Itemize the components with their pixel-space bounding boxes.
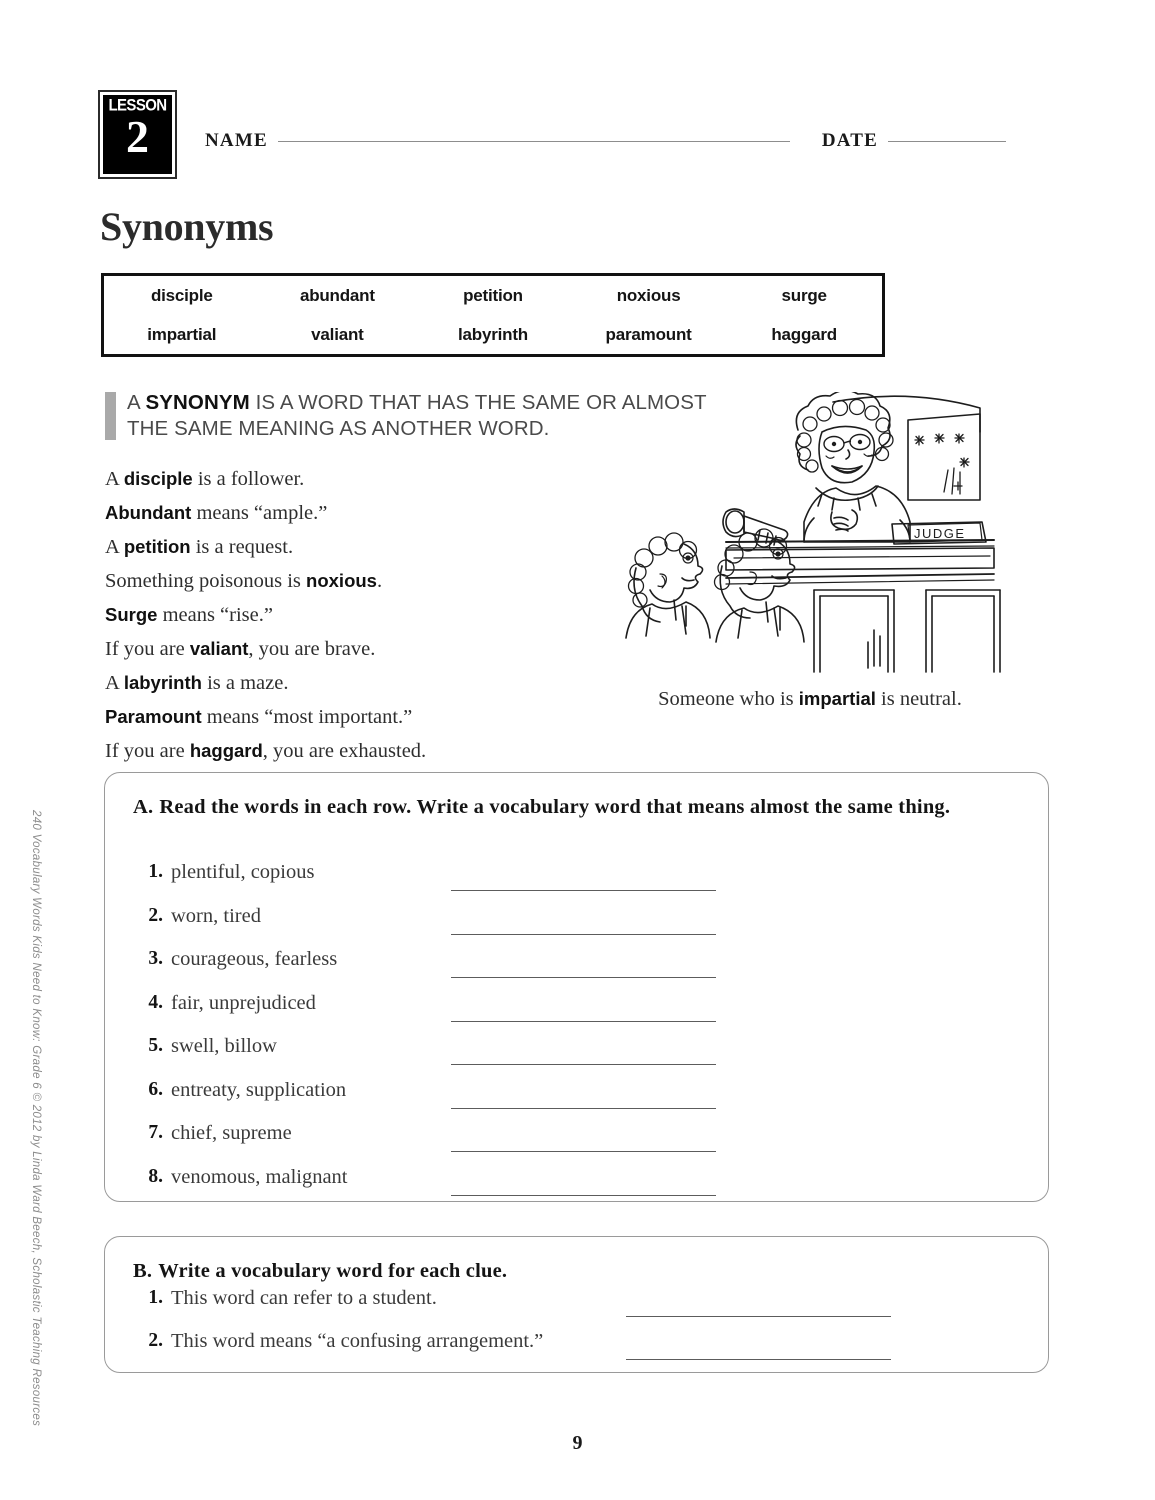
definition-post: , you are brave.: [248, 638, 376, 660]
item-number: 1.: [148, 861, 163, 882]
item-text: courageous, fearless: [171, 948, 338, 970]
exercise-b-instructions: Write a vocabulary word for each clue.: [158, 1260, 508, 1282]
definition-post: .: [376, 570, 383, 592]
answer-blank[interactable]: [626, 1358, 891, 1360]
definition-post: means “ample.”: [191, 502, 328, 524]
definition-item: [105, 496, 605, 530]
vocab-word: haggard: [189, 740, 263, 761]
definition-item: [105, 700, 605, 734]
word-bank-word: disciple: [150, 285, 213, 305]
item-number: 2.: [148, 904, 163, 926]
exercise-b-heading: [133, 1257, 993, 1285]
item-text: fair, unprejudiced: [171, 991, 316, 1014]
exercise-a-item: [139, 1035, 1019, 1079]
vocab-word: petition: [123, 536, 191, 557]
definition-item: [105, 632, 605, 666]
definition-pre: Something poisonous is: [105, 570, 307, 592]
answer-blank[interactable]: [451, 1107, 716, 1109]
exercise-b-letter: B.: [133, 1260, 153, 1282]
definition-pre: A: [105, 672, 124, 694]
caption-post: is neutral.: [875, 688, 962, 710]
vocab-word: Abundant: [105, 502, 192, 523]
answer-blank[interactable]: [451, 1063, 716, 1065]
item-number: 4.: [148, 991, 163, 1013]
item-text: worn, tired: [171, 904, 261, 927]
word-bank: [101, 273, 885, 357]
page-header: [100, 92, 1010, 182]
definition-pre: If you are: [105, 740, 190, 762]
exercise-a-items: [139, 861, 1019, 1209]
exercise-a: [104, 772, 1049, 1202]
vocab-word: labyrinth: [123, 672, 202, 693]
answer-blank[interactable]: [451, 1020, 716, 1022]
word-bank-word: abundant: [299, 285, 375, 305]
answer-blank[interactable]: [451, 976, 716, 978]
name-date-row: [205, 130, 1010, 152]
definition-pre: A: [105, 536, 124, 558]
exercise-b: [104, 1236, 1049, 1373]
exercise-a-item: [139, 1079, 1019, 1123]
item-number: 2.: [148, 1330, 163, 1351]
answer-blank[interactable]: [451, 933, 716, 935]
caption-pre: Someone who is: [658, 688, 799, 710]
word-bank-word: noxious: [616, 285, 681, 305]
exercise-a-instructions: Read the words in each row. Write a vocabulary word that means almost the same thing.: [159, 796, 951, 818]
item-number: 6.: [148, 1078, 163, 1100]
item-text: This word can refer to a student.: [171, 1287, 437, 1309]
definition-post: is a request.: [190, 536, 294, 558]
item-text: swell, billow: [171, 1035, 277, 1057]
word-bank-word: haggard: [771, 324, 837, 344]
definition-item: [105, 530, 605, 564]
vocab-word: disciple: [123, 468, 193, 489]
word-bank-word: paramount: [605, 324, 692, 344]
definition-post: is a maze.: [201, 672, 289, 694]
definition-item: [105, 734, 605, 768]
page-title: Synonyms: [100, 204, 274, 249]
vocab-word: noxious: [306, 570, 377, 591]
definition-post: is a follower.: [192, 468, 305, 490]
vocab-word: Surge: [105, 604, 158, 625]
definition-post: , you are exhausted.: [262, 740, 427, 762]
exercise-a-item: [139, 992, 1019, 1036]
answer-blank[interactable]: [451, 1194, 716, 1196]
exercise-b-item: [139, 1287, 1019, 1330]
date-label: DATE: [821, 130, 879, 151]
item-number: 3.: [148, 948, 163, 969]
illustration-caption: [600, 688, 1020, 711]
vocab-word: valiant: [189, 638, 249, 659]
definition-list: [105, 462, 605, 768]
courtroom-judge-illustration: [608, 392, 1008, 677]
date-group: [822, 130, 1006, 152]
lesson-badge-number: 2: [126, 111, 149, 162]
lesson-badge-label: LESSON: [108, 96, 167, 115]
callout-lead: A: [127, 391, 146, 414]
word-bank-row-1: [104, 276, 882, 315]
exercise-a-item: [139, 905, 1019, 949]
accent-bar: [105, 392, 116, 440]
definition-pre: A: [105, 468, 124, 490]
exercise-b-items: [139, 1287, 1019, 1373]
word-bank-word: labyrinth: [457, 324, 528, 344]
answer-blank[interactable]: [451, 889, 716, 891]
item-text: plentiful, copious: [171, 861, 315, 883]
definition-pre: If you are: [105, 638, 190, 660]
page-number: 9: [572, 1432, 583, 1454]
word-bank-word: valiant: [311, 324, 364, 344]
callout-keyword: SYNONYM: [145, 391, 250, 414]
item-text: This word means “a confusing arrangement.”: [171, 1330, 544, 1352]
date-input-line[interactable]: [888, 140, 1006, 142]
definition-post: means “rise.”: [157, 604, 273, 626]
exercise-a-letter: A.: [133, 796, 154, 818]
definition-item: [105, 462, 605, 496]
exercise-a-item: [139, 1166, 1019, 1210]
name-input-line[interactable]: [278, 140, 790, 142]
exercise-a-item: [139, 861, 1019, 905]
lesson-badge: [100, 92, 175, 177]
name-label: NAME: [205, 130, 268, 151]
copyright-credit: 240 Vocabulary Words Kids Need to Know: Grade 6 © 2012 by Linda Ward Beech, Scholastic Teaching Resources: [30, 810, 42, 1427]
word-bank-row-2: [104, 315, 882, 354]
answer-blank[interactable]: [451, 1150, 716, 1152]
item-text: entreaty, supplication: [171, 1078, 347, 1101]
exercise-a-item: [139, 1122, 1019, 1166]
exercise-b-item: [139, 1330, 1019, 1373]
item-number: 5.: [148, 1035, 163, 1056]
exercise-a-heading: [133, 793, 993, 821]
item-number: 1.: [148, 1287, 163, 1308]
vocab-word: impartial: [798, 688, 876, 709]
definition-item: [105, 666, 605, 700]
item-text: chief, supreme: [171, 1122, 292, 1144]
word-bank-word: impartial: [147, 324, 217, 344]
vocab-word: Paramount: [105, 706, 202, 727]
definition-item: [105, 598, 605, 632]
answer-blank[interactable]: [626, 1315, 891, 1317]
exercise-a-item: [139, 948, 1019, 992]
item-number: 8.: [148, 1165, 163, 1187]
word-bank-word: petition: [463, 285, 523, 305]
item-text: venomous, malignant: [171, 1165, 348, 1188]
item-number: 7.: [148, 1122, 163, 1143]
word-bank-word: surge: [781, 285, 827, 305]
definition-post: means “most important.”: [201, 706, 413, 728]
definition-item: [105, 564, 605, 598]
callout-rest: IS A WORD THAT HAS THE SAME OR ALMOST THE SAME MEANING AS ANOTHER WORD.: [127, 391, 707, 440]
judge-nameplate-text: JUDGE: [914, 526, 966, 541]
